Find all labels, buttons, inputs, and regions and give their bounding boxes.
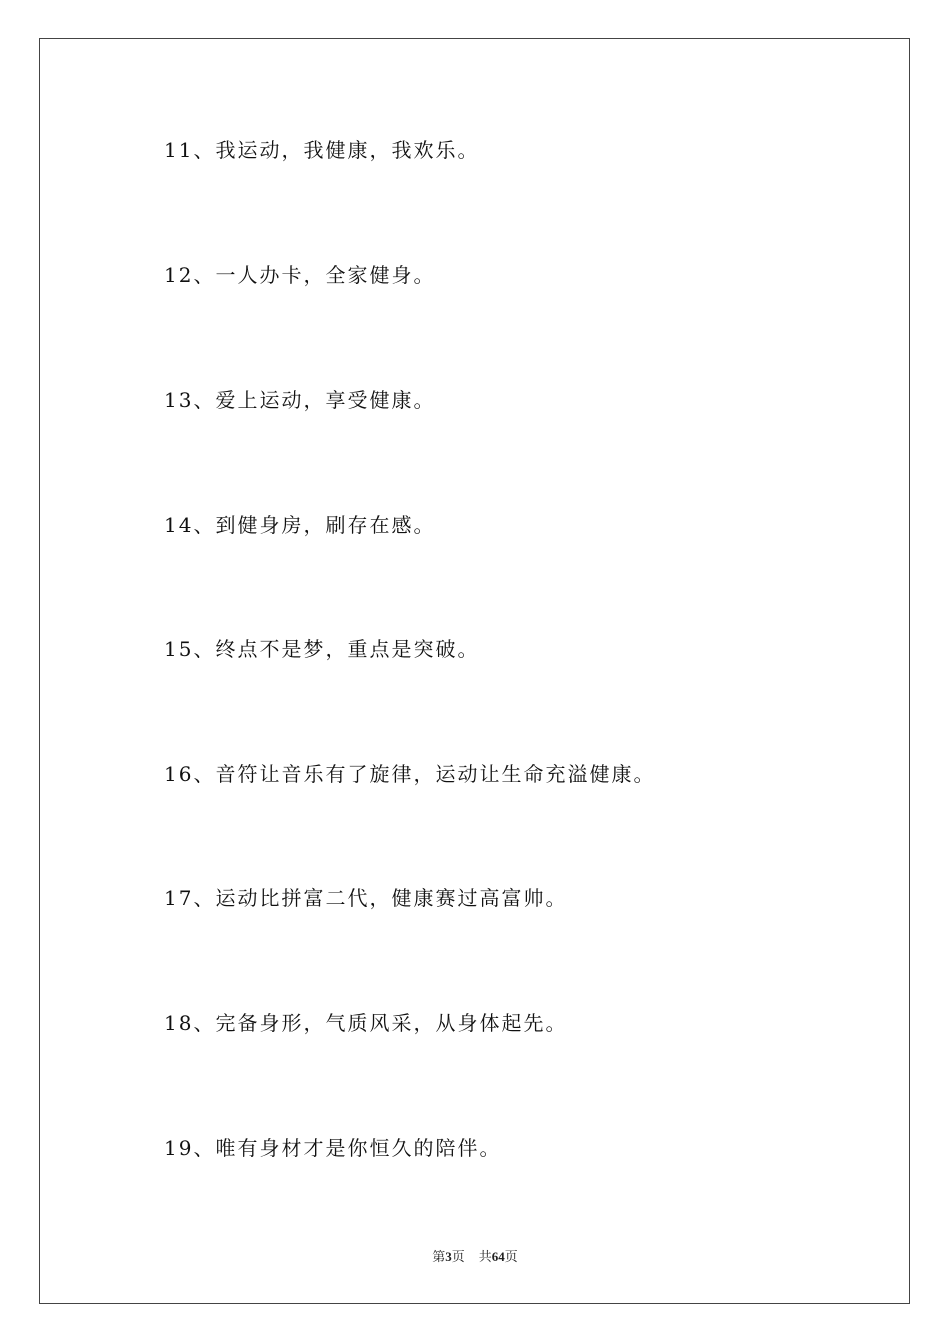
page-number: 3: [445, 1249, 452, 1264]
list-item: 15、终点不是梦，重点是突破。: [164, 637, 480, 661]
page-border: [39, 38, 910, 1304]
list-item: 11、我运动，我健康，我欢乐。: [164, 138, 480, 162]
total-prefix: 共: [478, 1250, 492, 1265]
list-item: 12、一人办卡，全家健身。: [164, 263, 436, 287]
page-footer: [0, 1248, 950, 1267]
list-item: 17、运动比拼富二代，健康赛过高富帅。: [164, 886, 568, 910]
total-suffix: 页: [504, 1250, 518, 1265]
list-item: 19、唯有身材才是你恒久的陪伴。: [164, 1136, 502, 1160]
list-item: 18、完备身形，气质风采，从身体起先。: [164, 1011, 568, 1035]
list-item: 13、爱上运动，享受健康。: [164, 388, 436, 412]
list-item: 16、音符让音乐有了旋律，运动让生命充溢健康。: [164, 762, 656, 786]
total-pages: 64: [491, 1249, 505, 1264]
page-prefix: 第: [432, 1250, 446, 1265]
page-suffix: 页: [451, 1250, 465, 1265]
list-item: 14、到健身房，刷存在感。: [164, 513, 436, 537]
